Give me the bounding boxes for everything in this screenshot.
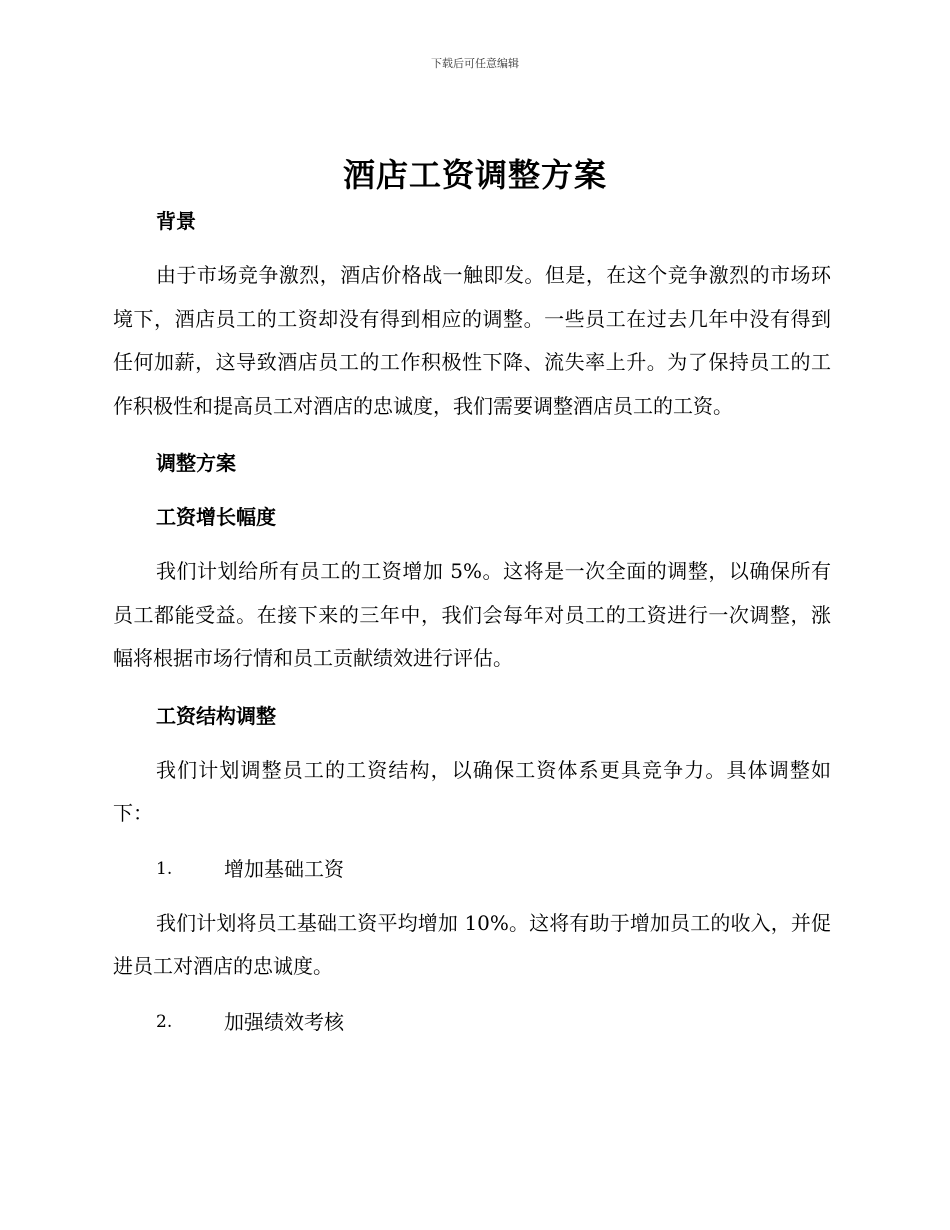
heading-background: 背景 xyxy=(156,209,196,233)
list-number: 1. xyxy=(156,858,173,879)
paragraph-growth: 我们计划给所有员工的工资增加 5%。这将是一次全面的调整，以确保所有员工都能受益。在接下来的三年中，我们会每年对员工的工资进行一次调整，涨幅将根据市场行情和员工贡献绩效进行评估。 xyxy=(113,559,831,670)
document-title: 酒店工资调整方案 xyxy=(342,156,607,194)
heading-plan: 调整方案 xyxy=(156,451,236,475)
list-number: 2. xyxy=(156,1011,173,1032)
list-item-1 xyxy=(113,848,831,890)
document-body xyxy=(113,200,831,1043)
list-label: 增加基础工资 xyxy=(224,856,344,881)
paragraph-structure: 我们计划调整员工的工资结构，以确保工资体系更具竞争力。具体调整如下： xyxy=(113,757,831,825)
paragraph-item1: 我们计划将员工基础工资平均增加 10%。这将有助于增加员工的收入，并促进员工对酒店的忠诚度。 xyxy=(113,910,831,978)
heading-growth: 工资增长幅度 xyxy=(156,505,276,529)
list-label: 加强绩效考核 xyxy=(224,1009,344,1034)
paragraph-background: 由于市场竞争激烈，酒店价格战一触即发。但是，在这个竞争激烈的市场环境下，酒店员工的工资却没有得到相应的调整。一些员工在过去几年中没有得到任何加薪，这导致酒店员工的工作积极性下降、流失率上升。为了保持员工的工作积极性和提高员工对酒店的忠诚度，我们需要调整酒店员工的工资。 xyxy=(113,263,831,418)
header-note: 下载后可任意编辑 xyxy=(431,57,519,70)
list-item-2 xyxy=(113,1001,831,1043)
heading-structure: 工资结构调整 xyxy=(156,703,276,728)
